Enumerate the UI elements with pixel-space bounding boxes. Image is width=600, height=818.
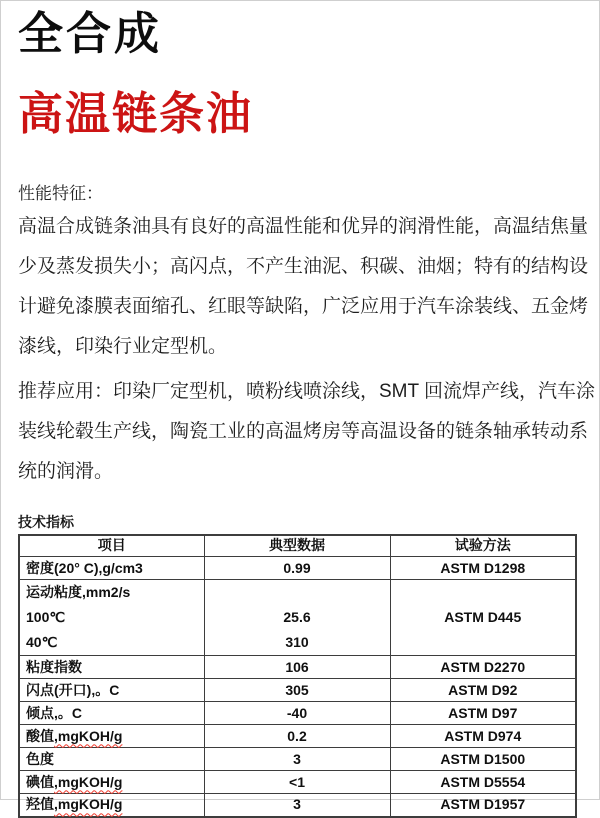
spec-item-label: 粘度指数 — [26, 658, 82, 675]
spec-item-cell — [19, 748, 204, 771]
paragraph-line: 计避免漆膜表面缩孔、红眼等缺陷，广泛应用于汽车涂装线、五金烤 — [18, 295, 589, 317]
column-header: 试验方法 — [390, 535, 576, 557]
spec-item-cell — [19, 702, 204, 725]
spec-method-cell: ASTM D1500 — [390, 748, 576, 771]
spec-item-line: 运动粘度,mm2/s — [26, 584, 131, 601]
table-row — [19, 557, 576, 580]
paragraph-line: 漆线，印染行业定型机。 — [18, 335, 228, 357]
column-header: 项目 — [19, 535, 204, 557]
paragraph-line: 统的润滑。 — [18, 460, 114, 482]
spec-item-cell — [19, 580, 204, 656]
spec-value-cell: 0.99 — [204, 557, 390, 580]
spec-item-unit-misspelled: ,mgKOH/g — [54, 773, 123, 790]
table-row — [19, 771, 576, 794]
spec-item-cell — [19, 679, 204, 702]
product-name-title: 高温链条油 — [18, 88, 254, 140]
paragraph-line: 推荐应用：印染厂定型机，喷粉线喷涂线，SMT 回流焊产线，汽车涂 — [18, 380, 596, 402]
column-header: 典型数据 — [204, 535, 390, 557]
spec-item-cell — [19, 656, 204, 679]
table-row — [19, 580, 576, 656]
spec-value-line — [205, 580, 390, 605]
spec-item-label: 酸值 — [26, 727, 54, 744]
spec-method-cell: ASTM D1957 — [390, 794, 576, 817]
table-row — [19, 702, 576, 725]
spec-method-cell: ASTM D97 — [390, 702, 576, 725]
table-row — [19, 748, 576, 771]
table-row — [19, 794, 576, 817]
features-paragraph — [18, 207, 589, 367]
spec-method-cell: ASTM D1298 — [390, 557, 576, 580]
spec-value-cell: <1 — [204, 771, 390, 794]
features-heading: 性能特征： — [18, 183, 103, 203]
spec-value-cell: 0.2 — [204, 725, 390, 748]
spec-item-label: 羟值 — [26, 796, 54, 813]
spec-table-header-row — [19, 535, 576, 557]
spec-table-caption: 技术指标 — [18, 513, 74, 530]
spec-table — [18, 534, 577, 818]
spec-item-label: 碘值 — [26, 773, 54, 790]
spec-value-cell — [204, 580, 390, 656]
spec-value-cell: 3 — [204, 748, 390, 771]
spec-method-cell: ASTM D445 — [390, 580, 576, 656]
spec-item-label: 色度 — [26, 750, 54, 767]
spec-method-cell: ASTM D92 — [390, 679, 576, 702]
spec-method-cell: ASTM D5554 — [390, 771, 576, 794]
spec-value-line: 310 — [285, 634, 309, 651]
spec-item-cell — [19, 557, 204, 580]
spec-item-unit-misspelled: ,mgKOH/g — [54, 796, 123, 813]
spec-item-label: 密度(20° C),g/cm3 — [26, 559, 143, 576]
spec-item-line: 40℃ — [26, 634, 58, 651]
table-row — [19, 679, 576, 702]
spec-value-cell: -40 — [204, 702, 390, 725]
table-row — [19, 656, 576, 679]
spec-value-line: 25.6 — [283, 609, 311, 626]
spec-value-cell: 106 — [204, 656, 390, 679]
spec-item-line: 100℃ — [26, 609, 66, 626]
table-row — [19, 725, 576, 748]
applications-paragraph — [18, 372, 596, 492]
spec-item-cell — [19, 794, 204, 817]
spec-item-label: 闪点(开口),。C — [26, 681, 120, 698]
spec-value-cell: 3 — [204, 794, 390, 817]
spec-method-cell: ASTM D2270 — [390, 656, 576, 679]
spec-value-cell: 305 — [204, 679, 390, 702]
paragraph-line: 少及蒸发损失小；高闪点，不产生油泥、积碳、油烟；特有的结构设 — [18, 255, 589, 277]
spec-item-cell — [19, 771, 204, 794]
product-type-title: 全合成 — [18, 8, 163, 59]
spec-item-unit-misspelled: ,mgKOH/g — [54, 727, 123, 744]
paragraph-line: 高温合成链条油具有良好的高温性能和优异的润滑性能，高温结焦量 — [18, 215, 589, 237]
spec-method-cell: ASTM D974 — [390, 725, 576, 748]
spec-item-cell — [19, 725, 204, 748]
paragraph-line: 装线轮毂生产线，陶瓷工业的高温烤房等高温设备的链条轴承转动系 — [18, 420, 589, 442]
spec-item-label: 倾点,。C — [26, 704, 82, 721]
